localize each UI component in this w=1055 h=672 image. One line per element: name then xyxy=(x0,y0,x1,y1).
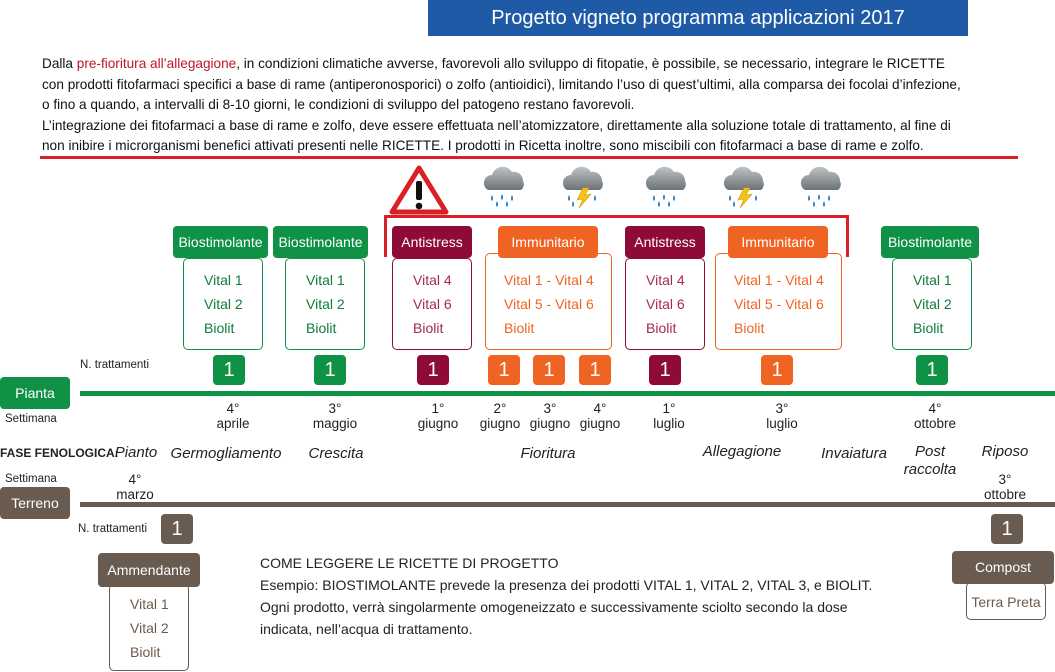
week-marker: 4° ottobre xyxy=(913,401,957,431)
treatment-count: 1 xyxy=(649,355,681,385)
storm-cloud-icon xyxy=(557,164,609,208)
recipe-tag-biostimolante-2: Biostimolante xyxy=(273,226,368,258)
phase-germogliamento: Germogliamento xyxy=(170,445,282,462)
terreno-treatments-label: N. trattamenti xyxy=(78,523,148,535)
recipe-item: Biolit xyxy=(734,320,765,336)
recipe-item: Vital 5 - Vital 6 xyxy=(734,296,824,312)
recipe-tag-antistress-2: Antistress xyxy=(625,226,705,258)
recipe-item: Terra Preta xyxy=(971,594,1041,610)
recipe-item: Vital 6 xyxy=(413,296,452,312)
rain-cloud-icon xyxy=(478,164,530,208)
treatment-count: 1 xyxy=(213,355,245,385)
week-marker: 3° maggio xyxy=(312,401,358,431)
pianta-treatments-label: N. trattamenti xyxy=(80,359,150,371)
phase-fioritura: Fioritura xyxy=(520,445,576,462)
how-to-read-line: Esempio: BIOSTIMOLANTE prevede la presenza dei prodotti VITAL 1, VITAL 2, VITAL 3, e BIOLIT. xyxy=(260,577,873,593)
warning-triangle-icon xyxy=(388,164,450,216)
recipe-item: Vital 1 xyxy=(204,272,243,288)
treatment-count: 1 xyxy=(417,355,449,385)
recipe-box-immunitario-1 xyxy=(485,253,612,350)
treatment-count: 1 xyxy=(533,355,565,385)
week-marker: 1° giugno xyxy=(417,401,459,431)
recipe-item: Biolit xyxy=(504,320,535,336)
phase-post-raccolta: Post raccolta xyxy=(903,443,957,478)
recipe-item: Vital 1 xyxy=(913,272,952,288)
recipe-item: Vital 2 xyxy=(204,296,243,312)
recipe-item: Vital 4 xyxy=(413,272,452,288)
pianta-timeline xyxy=(80,391,1055,396)
intro-text xyxy=(42,54,1032,157)
recipe-box-biostimolante-2 xyxy=(285,258,365,350)
how-to-read-line: Ogni prodotto, verrà singolarmente omogeneizzato e successivamente sciolto secondo la dose xyxy=(260,599,848,615)
week-marker: 2° giugno xyxy=(479,401,521,431)
treatment-count: 1 xyxy=(161,514,193,544)
recipe-box-antistress-1 xyxy=(392,258,472,350)
recipe-box-antistress-2 xyxy=(625,258,705,350)
pianta-week-label: Settimana xyxy=(5,413,57,425)
recipe-tag-immunitario-1: Immunitario xyxy=(498,226,598,258)
week-marker: 3° giugno xyxy=(529,401,571,431)
treatment-count: 1 xyxy=(761,355,793,385)
phase-allegagione: Allegagione xyxy=(702,443,782,460)
recipe-item: Vital 1 - Vital 4 xyxy=(504,272,594,288)
recipe-item: Biolit xyxy=(413,320,444,336)
terreno-week-label: Settimana xyxy=(5,473,57,485)
treatment-count: 1 xyxy=(579,355,611,385)
week-marker: 3° ottobre xyxy=(983,472,1027,502)
phase-riposo: Riposo xyxy=(981,443,1029,460)
recipe-item: Vital 2 xyxy=(306,296,345,312)
rain-cloud-icon xyxy=(795,164,847,208)
recipe-tag-antistress-1: Antistress xyxy=(392,226,472,258)
phase-invaiatura: Invaiatura xyxy=(821,445,887,462)
intro-line-4: L’integrazione dei fitofarmaci a base di rame e zolfo, deve essere effettuata nell’atomizzatore, direttamente alla soluzione totale di trattamento, al fine di xyxy=(42,117,951,133)
how-to-read-line: indicata, nell’acqua di trattamento. xyxy=(260,621,473,637)
recipe-tag-ammendante: Ammendante xyxy=(98,553,200,587)
fase-fenologica-label: FASE FENOLOGICA: xyxy=(0,446,119,460)
treatment-count: 1 xyxy=(916,355,948,385)
rain-cloud-icon xyxy=(640,164,692,208)
intro-line-5: non inibire i microrganismi benefici attivati presenti nelle RICETTE. I prodotti in Ricetta inoltre, sono miscibili con fitofarmaci a base di rame e zolfo. xyxy=(42,138,924,153)
how-to-read-title: COME LEGGERE LE RICETTE DI PROGETTO xyxy=(260,555,559,571)
recipe-item: Biolit xyxy=(130,644,161,660)
recipe-item: Vital 2 xyxy=(913,296,952,312)
terreno-label: Terreno xyxy=(0,487,70,519)
intro-line-3: o fino a quando, a intervalli di 8-10 giorni, le condizioni di sviluppo del patogeno restano favorevoli. xyxy=(42,97,635,112)
phase-crescita: Crescita xyxy=(308,445,364,462)
recipe-box-compost xyxy=(966,582,1046,620)
recipe-tag-compost: Compost xyxy=(952,551,1054,584)
recipe-tag-immunitario-2: Immunitario xyxy=(728,226,828,258)
page-title: Progetto vigneto programma applicazioni 2017 xyxy=(428,0,968,36)
recipe-item: Vital 6 xyxy=(646,296,685,312)
divider-line xyxy=(40,156,1018,159)
recipe-tag-biostimolante-3: Biostimolante xyxy=(881,226,979,258)
recipe-box-biostimolante-3 xyxy=(892,258,972,350)
recipe-box-immunitario-2 xyxy=(715,253,842,350)
recipe-box-ammendante xyxy=(109,584,189,671)
recipe-item: Biolit xyxy=(913,320,944,336)
recipe-item: Biolit xyxy=(646,320,677,336)
recipe-item: Vital 1 xyxy=(306,272,345,288)
treatment-count: 1 xyxy=(991,514,1023,544)
storm-cloud-icon xyxy=(718,164,770,208)
treatment-count: 1 xyxy=(488,355,520,385)
recipe-item: Vital 5 - Vital 6 xyxy=(504,296,594,312)
intro-highlight: pre-fioritura all’allegagione xyxy=(76,56,237,71)
recipe-item: Vital 4 xyxy=(646,272,685,288)
recipe-item: Vital 2 xyxy=(130,620,169,636)
intro-line-2: con prodotti fitofarmaci specifici a base di rame (antiperonosporici) o zolfo (antioidici), limitando l’uso di quest’ultimi, alla comparsa dei focolai d’infezione, xyxy=(42,76,961,92)
how-to-read-section xyxy=(260,552,900,640)
recipe-box-biostimolante-1 xyxy=(183,258,263,350)
week-marker: 4° aprile xyxy=(216,401,250,431)
recipe-item: Biolit xyxy=(306,320,337,336)
recipe-item: Vital 1 - Vital 4 xyxy=(734,272,824,288)
week-marker: 4° marzo xyxy=(116,472,154,502)
recipe-tag-biostimolante-1: Biostimolante xyxy=(173,226,268,258)
treatment-count: 1 xyxy=(314,355,346,385)
week-marker: 3° luglio xyxy=(766,401,798,431)
terreno-timeline xyxy=(80,502,1055,507)
week-marker: 1° luglio xyxy=(653,401,685,431)
phase-pianto: Pianto xyxy=(114,444,158,461)
recipe-item: Vital 1 xyxy=(130,596,169,612)
pianta-label: Pianta xyxy=(0,377,70,409)
intro-line-1: Dalla pre-fioritura all’allegagione, in condizioni climatiche avverse, favorevoli allo sviluppo di fitopatie, è possibile, se necessario, integrare le RICETTE xyxy=(42,56,945,71)
recipe-item: Biolit xyxy=(204,320,235,336)
week-marker: 4° giugno xyxy=(579,401,621,431)
